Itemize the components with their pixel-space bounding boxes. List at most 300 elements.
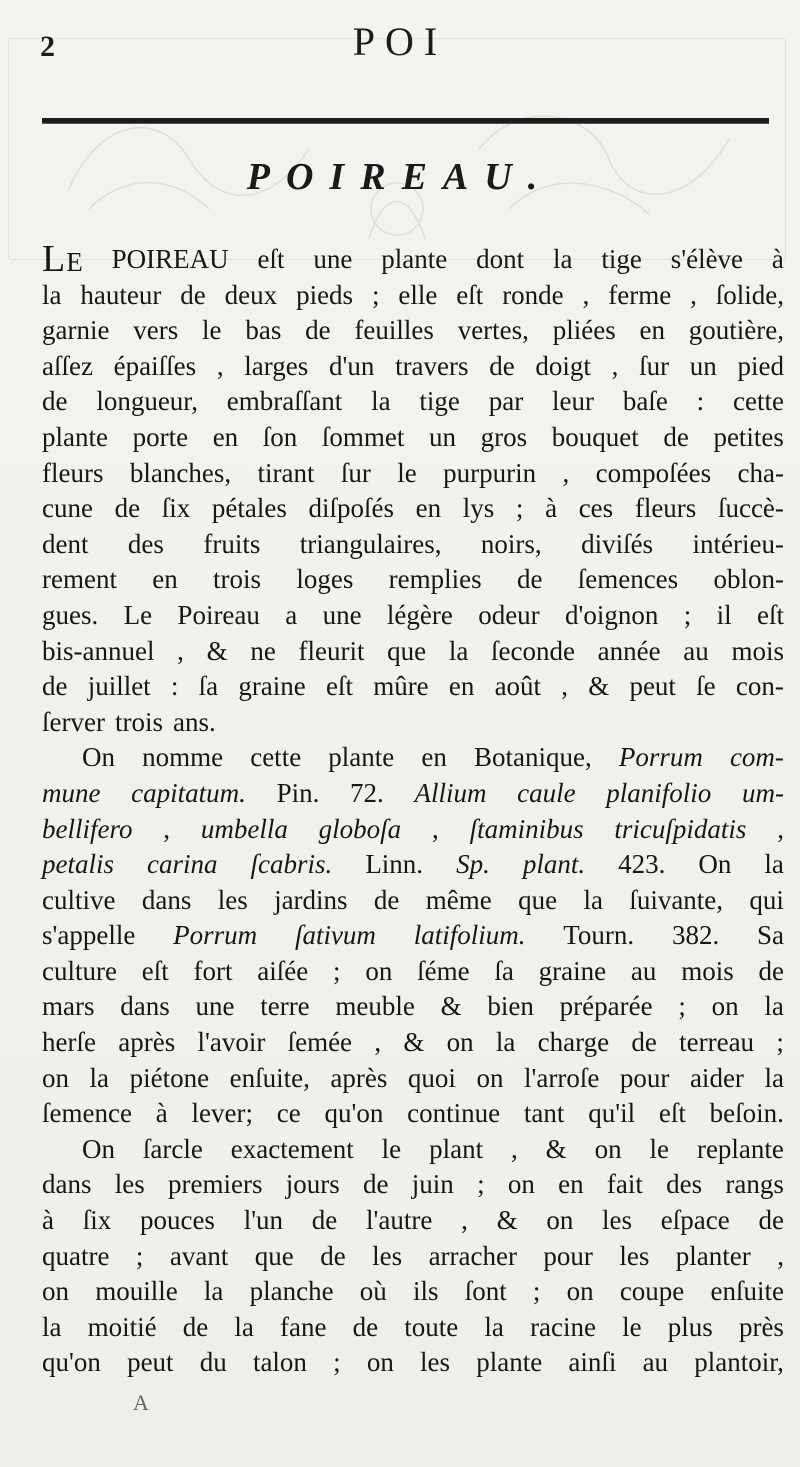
word: Porrum bbox=[618, 742, 703, 773]
word: on bbox=[446, 1027, 474, 1058]
word: ſont bbox=[464, 1276, 507, 1307]
word: talon bbox=[252, 1347, 307, 1378]
word: goutière, bbox=[688, 315, 784, 346]
word: Tourn. bbox=[563, 920, 635, 951]
word: latifolium. bbox=[413, 920, 526, 951]
text-line bbox=[42, 1203, 784, 1239]
word: des bbox=[127, 528, 164, 559]
word: le bbox=[202, 315, 222, 346]
text-line bbox=[42, 1310, 784, 1346]
word: larges bbox=[244, 350, 309, 381]
text-line bbox=[42, 1025, 784, 1061]
word: pétales bbox=[211, 493, 287, 524]
word: de bbox=[352, 1311, 379, 1342]
word: trois bbox=[213, 564, 262, 595]
word: ſemence bbox=[42, 1098, 132, 1129]
word: tirant bbox=[257, 457, 315, 488]
word: épaiſſes bbox=[113, 350, 197, 381]
word: umbella bbox=[200, 813, 288, 844]
word: diſpoſés bbox=[308, 493, 394, 524]
article-title: POIREAU. bbox=[246, 156, 554, 198]
word: oblon- bbox=[713, 564, 784, 595]
word: & bbox=[206, 635, 228, 666]
word: lys bbox=[462, 493, 495, 524]
word: le bbox=[381, 1133, 402, 1164]
word: de bbox=[180, 279, 206, 310]
word: pied bbox=[737, 350, 784, 381]
word: ſerver bbox=[42, 706, 105, 737]
drop-capital: L bbox=[42, 238, 67, 280]
word: Linn. bbox=[365, 849, 424, 880]
word: triangulaires, bbox=[299, 528, 442, 559]
word: coupe bbox=[619, 1276, 685, 1307]
text-line bbox=[42, 1132, 784, 1168]
word: ſtaminibus bbox=[469, 813, 584, 844]
word: de bbox=[320, 1240, 346, 1271]
word: peut bbox=[127, 1347, 174, 1378]
word: plante bbox=[328, 742, 395, 773]
word: ; bbox=[683, 599, 692, 630]
word: ſur bbox=[639, 350, 670, 381]
word: tige bbox=[419, 386, 460, 417]
word: ; bbox=[135, 1240, 144, 1271]
word: le bbox=[397, 457, 417, 488]
word: ; bbox=[477, 1169, 485, 1200]
word: à bbox=[42, 1205, 54, 1236]
word: ſarcle bbox=[142, 1133, 203, 1164]
word: com- bbox=[729, 742, 784, 773]
word: bouquet bbox=[551, 421, 639, 452]
word: dans bbox=[42, 1169, 92, 1200]
word: ; bbox=[333, 1347, 341, 1378]
word: plant. bbox=[522, 849, 586, 880]
word: travers bbox=[395, 350, 469, 381]
text-line bbox=[42, 669, 784, 705]
word: fleurs bbox=[42, 457, 104, 488]
word: eſt bbox=[658, 1098, 686, 1129]
word: les bbox=[420, 1347, 451, 1378]
word: , bbox=[461, 1205, 468, 1236]
word: racine bbox=[530, 1311, 597, 1342]
word: mois bbox=[731, 635, 784, 666]
text-line bbox=[42, 918, 784, 954]
word: en bbox=[212, 421, 239, 452]
word: près bbox=[738, 1311, 784, 1342]
word: les bbox=[619, 1240, 650, 1271]
word: ; bbox=[532, 1276, 541, 1307]
word: en bbox=[639, 315, 665, 346]
word: la bbox=[552, 244, 573, 274]
word: mars bbox=[42, 991, 95, 1022]
word: cette bbox=[733, 386, 784, 417]
word: de bbox=[758, 955, 784, 986]
text-line bbox=[42, 562, 784, 598]
word: gues. bbox=[42, 599, 99, 630]
word: loges bbox=[296, 564, 354, 595]
word: , bbox=[611, 350, 619, 381]
word: année bbox=[597, 635, 661, 666]
word: , bbox=[777, 1240, 784, 1271]
word: où bbox=[359, 1276, 387, 1307]
word: la bbox=[764, 849, 784, 880]
word: petites bbox=[713, 421, 784, 452]
ornament-flourish-icon bbox=[9, 39, 785, 259]
word: caule bbox=[517, 777, 576, 808]
word: jardins bbox=[274, 884, 348, 915]
page-number: 2 bbox=[40, 30, 55, 63]
text-line bbox=[42, 812, 784, 848]
word: hauteur bbox=[80, 279, 162, 310]
word: au bbox=[683, 635, 709, 666]
word: les bbox=[372, 1240, 403, 1271]
word: gros bbox=[480, 421, 528, 452]
word: ; bbox=[333, 955, 341, 986]
word: garnie bbox=[42, 315, 110, 346]
word: même bbox=[425, 884, 492, 915]
word: tricuſpidatis bbox=[614, 813, 747, 844]
word: pouces bbox=[139, 1205, 215, 1236]
word: à bbox=[545, 493, 558, 524]
word: Sp. bbox=[456, 849, 490, 880]
word: ſur bbox=[340, 457, 371, 488]
word: jours bbox=[285, 1169, 340, 1200]
word: août bbox=[494, 671, 542, 702]
word: ronde bbox=[502, 279, 564, 310]
word: Le bbox=[123, 599, 153, 630]
word: que bbox=[387, 635, 427, 666]
text-line bbox=[42, 1096, 784, 1132]
word: Sa bbox=[757, 920, 784, 951]
word: une bbox=[322, 599, 362, 630]
word: aider bbox=[689, 1062, 744, 1093]
word: embraſſant bbox=[226, 386, 343, 417]
word: de bbox=[363, 1169, 389, 1200]
word: l'un bbox=[243, 1205, 284, 1236]
word: planche bbox=[249, 1276, 334, 1307]
word: on bbox=[42, 1276, 69, 1307]
word: fort bbox=[193, 955, 233, 986]
word: ; bbox=[678, 991, 686, 1022]
word: enſuite bbox=[710, 1276, 784, 1307]
word: 72. bbox=[350, 777, 384, 808]
word: exactement bbox=[230, 1133, 354, 1164]
word: une bbox=[313, 244, 353, 274]
word: charge bbox=[537, 1027, 610, 1058]
article-body bbox=[42, 238, 784, 1381]
word: continue bbox=[407, 1098, 501, 1129]
word: ſommet bbox=[321, 421, 405, 452]
word: qui bbox=[749, 884, 784, 915]
word: toute bbox=[404, 1311, 459, 1342]
word: qu'on bbox=[324, 1098, 384, 1129]
word: peut bbox=[629, 671, 676, 702]
word: , bbox=[777, 813, 784, 844]
word: longueur, bbox=[96, 386, 198, 417]
word: juin bbox=[411, 1169, 454, 1200]
word: cune bbox=[42, 493, 93, 524]
word: planifolio bbox=[606, 777, 712, 808]
word: , bbox=[562, 457, 570, 488]
word: de bbox=[114, 493, 141, 524]
word: mois bbox=[681, 955, 734, 986]
word: par bbox=[488, 386, 524, 417]
word: il bbox=[716, 599, 732, 630]
text-line bbox=[42, 776, 784, 812]
text-line bbox=[42, 384, 784, 420]
word: a bbox=[285, 599, 298, 630]
word: des bbox=[666, 1169, 703, 1200]
word: la bbox=[484, 1311, 504, 1342]
word: , bbox=[511, 1133, 518, 1164]
word: bas bbox=[245, 315, 282, 346]
word: eſt bbox=[257, 244, 285, 274]
word: de bbox=[305, 315, 331, 346]
word: , bbox=[690, 279, 697, 310]
word: le bbox=[622, 1311, 642, 1342]
word: plante bbox=[42, 421, 108, 452]
word: POIREAU bbox=[111, 244, 229, 274]
word: le bbox=[649, 1133, 670, 1164]
word: premiers bbox=[168, 1169, 263, 1200]
word: 423. bbox=[618, 849, 666, 880]
word: on bbox=[711, 991, 739, 1022]
word: moitié bbox=[87, 1311, 157, 1342]
word: de bbox=[663, 421, 689, 452]
word: une bbox=[195, 991, 235, 1022]
word: bellifero bbox=[42, 813, 133, 844]
text-line bbox=[42, 634, 784, 670]
text-line bbox=[42, 527, 784, 563]
word: & bbox=[545, 1133, 567, 1164]
word: eſt bbox=[456, 279, 484, 310]
word: ne bbox=[250, 635, 276, 666]
word: on bbox=[566, 1276, 594, 1307]
word: , bbox=[561, 671, 569, 702]
word: Poireau bbox=[177, 599, 260, 630]
word: ſcabris. bbox=[250, 849, 333, 880]
word: d'un bbox=[328, 350, 375, 381]
word: culture bbox=[42, 955, 117, 986]
word: fait bbox=[606, 1169, 643, 1200]
word: terre bbox=[260, 991, 310, 1022]
word: la bbox=[234, 1311, 254, 1342]
word: ce bbox=[276, 1098, 301, 1129]
text-line bbox=[42, 313, 784, 349]
word: s'appelle bbox=[42, 920, 136, 951]
bleed-through-ornament bbox=[8, 38, 786, 260]
word: doigt bbox=[535, 350, 591, 381]
word: arracher bbox=[428, 1240, 517, 1271]
word: enſuite, bbox=[229, 1062, 310, 1093]
word: on bbox=[507, 1169, 535, 1200]
word: ſeconde bbox=[491, 635, 575, 666]
word: diviſés bbox=[581, 528, 654, 559]
word: de bbox=[516, 564, 543, 595]
word: bis-annuel bbox=[42, 635, 155, 666]
word: porte bbox=[132, 421, 189, 452]
word: de bbox=[42, 671, 68, 702]
signature-mark: A bbox=[133, 1390, 149, 1415]
word: pieds bbox=[296, 279, 354, 310]
word: globoſa bbox=[318, 813, 402, 844]
word: en bbox=[448, 671, 475, 702]
word: l'autre bbox=[366, 1205, 433, 1236]
word: piétone bbox=[129, 1062, 210, 1093]
word: & bbox=[403, 1027, 425, 1058]
word: avant bbox=[169, 1240, 229, 1271]
word: purpurin bbox=[443, 457, 537, 488]
word: dans bbox=[141, 884, 192, 915]
word: plantoir, bbox=[694, 1347, 784, 1378]
word: à bbox=[155, 1098, 168, 1129]
word: & bbox=[496, 1205, 518, 1236]
text-line bbox=[42, 278, 784, 314]
word: ſa bbox=[494, 955, 514, 986]
word: les bbox=[114, 1169, 145, 1200]
word: herſe bbox=[42, 1027, 96, 1058]
word: de bbox=[758, 1205, 784, 1236]
word: fleurit bbox=[298, 635, 365, 666]
word: la bbox=[371, 386, 391, 417]
word: la bbox=[583, 884, 603, 915]
word: ; bbox=[371, 279, 380, 310]
word: aſſez bbox=[42, 350, 93, 381]
word: feuilles bbox=[354, 315, 434, 346]
word: intérieu- bbox=[692, 528, 784, 559]
word: rangs bbox=[725, 1169, 784, 1200]
text-line bbox=[42, 705, 784, 741]
text-line bbox=[42, 1167, 784, 1203]
word: ſéme bbox=[417, 955, 470, 986]
word: dent bbox=[42, 528, 89, 559]
word: en bbox=[415, 493, 442, 524]
word: ſix bbox=[82, 1205, 112, 1236]
word: : bbox=[696, 386, 705, 417]
word: que bbox=[518, 884, 558, 915]
word: pour bbox=[543, 1240, 593, 1271]
word: pour bbox=[619, 1062, 670, 1093]
word: graine bbox=[538, 955, 607, 986]
word: trois bbox=[114, 706, 163, 737]
word: cha- bbox=[737, 457, 784, 488]
word: noirs, bbox=[480, 528, 542, 559]
word: de bbox=[489, 350, 515, 381]
word: mûre bbox=[373, 671, 429, 702]
word: ſemée bbox=[287, 1027, 353, 1058]
text-line bbox=[42, 456, 784, 492]
word: au bbox=[630, 955, 657, 986]
word: un bbox=[429, 421, 457, 452]
word: ſemences bbox=[577, 564, 679, 595]
word: de bbox=[631, 1027, 657, 1058]
word: mune bbox=[42, 777, 101, 808]
word: elle bbox=[398, 279, 438, 310]
word: les bbox=[602, 1205, 633, 1236]
word: que bbox=[254, 1240, 294, 1271]
word: tige bbox=[601, 244, 642, 274]
word: on bbox=[594, 1133, 622, 1164]
word: graine bbox=[238, 671, 306, 702]
word: de bbox=[182, 1311, 209, 1342]
word: ans. bbox=[172, 706, 216, 737]
word: ſativum bbox=[294, 920, 376, 951]
word: dont bbox=[476, 244, 525, 274]
word: en bbox=[558, 1169, 584, 1200]
word: au bbox=[642, 1347, 669, 1378]
word: blanches, bbox=[129, 457, 232, 488]
word: beſoin. bbox=[709, 1098, 784, 1129]
word: & bbox=[440, 991, 462, 1022]
word: mouille bbox=[95, 1276, 178, 1307]
word: qu'il bbox=[588, 1098, 636, 1129]
word: de bbox=[373, 884, 400, 915]
word: cette bbox=[250, 742, 302, 773]
text-line bbox=[42, 598, 784, 634]
text-line bbox=[42, 954, 784, 990]
word: baſe bbox=[622, 386, 668, 417]
running-head: POI bbox=[352, 19, 448, 64]
word: , bbox=[216, 350, 224, 381]
word: fleurs bbox=[634, 493, 697, 524]
text-line bbox=[42, 1345, 784, 1381]
word: après bbox=[118, 1027, 176, 1058]
word: à bbox=[771, 244, 784, 274]
word: la bbox=[764, 991, 784, 1022]
word: eſt bbox=[325, 671, 353, 702]
word: eſpace bbox=[660, 1205, 730, 1236]
word: on bbox=[366, 1347, 394, 1378]
word: replante bbox=[696, 1133, 784, 1164]
word: rement bbox=[42, 564, 117, 595]
word: meuble bbox=[335, 991, 415, 1022]
word: ces bbox=[578, 493, 614, 524]
word: odeur bbox=[478, 599, 540, 630]
word: um- bbox=[741, 777, 784, 808]
word: en bbox=[421, 742, 447, 773]
word: tant bbox=[523, 1098, 565, 1129]
word: ſuivante, bbox=[629, 884, 724, 915]
word: vertes, bbox=[457, 315, 529, 346]
word: la bbox=[448, 635, 469, 666]
word: 382. bbox=[671, 920, 720, 951]
word: petalis bbox=[42, 849, 114, 880]
text-line bbox=[42, 989, 784, 1025]
text-line bbox=[42, 349, 784, 385]
word: l'arroſe bbox=[524, 1062, 600, 1093]
text-line bbox=[42, 238, 784, 280]
word: on bbox=[365, 955, 393, 986]
word: ſe bbox=[696, 671, 716, 702]
word: juillet bbox=[87, 671, 151, 702]
word: ferme bbox=[608, 279, 672, 310]
word: de bbox=[42, 386, 68, 417]
word: on bbox=[546, 1205, 574, 1236]
word: on bbox=[42, 1062, 69, 1093]
word: nomme bbox=[142, 742, 224, 773]
word: quoi bbox=[407, 1062, 456, 1093]
word: Allium bbox=[414, 777, 487, 808]
text-line bbox=[42, 847, 784, 883]
word: fruits bbox=[203, 528, 261, 559]
word: capitatum. bbox=[131, 777, 246, 808]
word: en bbox=[152, 564, 178, 595]
word: dans bbox=[120, 991, 170, 1022]
word: ſon bbox=[262, 421, 298, 452]
word: qu'on bbox=[42, 1347, 101, 1378]
word: pliées bbox=[552, 315, 616, 346]
word: après bbox=[330, 1062, 388, 1093]
word: compoſées bbox=[595, 457, 712, 488]
